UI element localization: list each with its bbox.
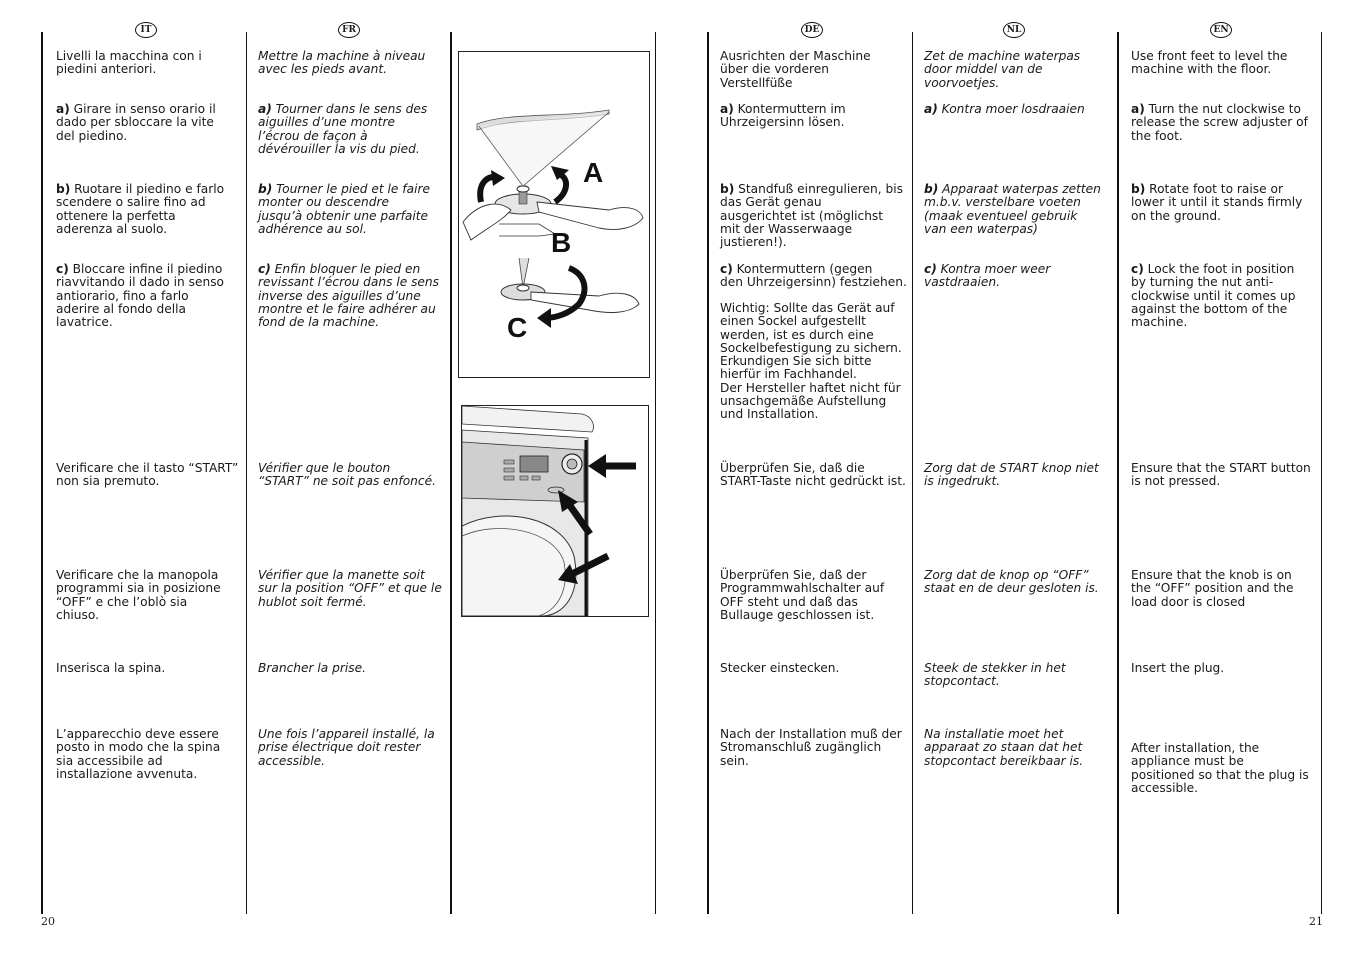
page-number-left: 20 (41, 915, 55, 928)
lang-badge-fr: FR (338, 22, 360, 38)
lang-badge-it: IT (135, 22, 157, 38)
label-a: A (583, 157, 604, 188)
de-step-c: c) Kontermuttern (gegen den Uhrzeigersinn) festziehen. (720, 262, 907, 290)
nl-step-c: c) Kontra moer weer vastdraaien. (924, 262, 1051, 290)
en-plug: Insert the plug. (1131, 661, 1225, 675)
de-access: Nach der Installation muß der Stromanschluß zugänglich sein. (720, 727, 902, 768)
nl-step-b: b) Apparaat waterpas zetten m.b.v. verstelbare voeten (maak eventueel gebruik van een waterpas) (924, 182, 1101, 236)
it-step-a: a) Girare in senso orario il dado per sbloccare la vite del piedino. (56, 102, 216, 143)
en-step-a: a) Turn the nut clockwise to release the screw adjuster of the foot. (1131, 102, 1308, 143)
column-rule (707, 32, 709, 914)
label-c: C (507, 312, 528, 343)
en-step-b: b) Rotate foot to raise or lower it until it stands firmly on the ground. (1131, 182, 1303, 223)
it-step-b: b) Ruotare il piedino e farlo scendere o salire fino ad ottenere la perfetta aderenza al suolo. (56, 182, 225, 236)
de-knob: Überprüfen Sie, daß der Programmwahlschalter auf OFF steht und daß das Bullauge geschlossen ist. (720, 568, 885, 622)
leveling-foot-illustration (458, 51, 650, 378)
en-start: Ensure that the START button is not pressed. (1131, 461, 1311, 489)
fr-start: Vérifier que le bouton “START” ne soit pas enfoncé. (258, 461, 436, 489)
column-rule (1117, 32, 1119, 914)
it-step-c: c) Bloccare infine il piedino riavvitando il dado in senso antiorario, fino a farlo aderire al fondo della lavatrice. (56, 262, 224, 330)
column-rule (41, 32, 43, 914)
de-start: Überprüfen Sie, daß die START-Taste nicht gedrückt ist. (720, 461, 906, 489)
column-rule (655, 32, 656, 914)
nl-step-a: a) Kontra moer losdraaien (924, 102, 1085, 116)
fr-access: Une fois l’appareil installé, la prise électrique doit rester accessible. (258, 727, 435, 768)
nl-knob: Zorg dat de knop op “OFF” staat en de deur gesloten is. (924, 568, 1099, 596)
fr-step-b: b) Tourner le pied et le faire monter ou descendre jusqu’à obtenir une parfaite adhérence au sol. (258, 182, 430, 236)
label-b: B (551, 227, 572, 258)
nl-access: Na installatie moet het apparaat zo staan dat het stopcontact bereikbaar is. (924, 727, 1084, 768)
lang-badge-nl: NL (1003, 22, 1025, 38)
column-rule (1321, 32, 1322, 914)
leveling-foot-drawing (459, 52, 649, 377)
de-step-a: a) Kontermuttern im Uhrzeigersinn lösen. (720, 102, 846, 130)
machine-front-illustration (461, 405, 649, 617)
fr-step-a: a) Tourner dans le sens des aiguilles d’une montre l’écrou de façon à dévérouiller la vis du pied. (258, 102, 428, 156)
de-note: Wichtig: Sollte das Gerät auf einen Sockel aufgestellt werden, ist es durch eine Sockelbefestigung zu sichern. Erkundigen Sie sich bitte hierfür im Fachhandel. Der Hersteller haftet nicht für unsachgemäße Aufstellung und Installation. (720, 301, 902, 422)
fr-knob: Vérifier que la manette soit sur la position “OFF” et que le hublot soit fermé. (258, 568, 442, 609)
column-rule (450, 32, 452, 914)
lang-badge-en: EN (1210, 22, 1232, 38)
it-level: Livelli la macchina con i piedini anteriori. (56, 49, 202, 77)
de-step-b: b) Standfuß einregulieren, bis das Gerät genau ausgerichtet ist (möglichst mit der Wasserwaage justieren!). (720, 182, 903, 250)
page-number-right: 21 (1309, 915, 1323, 928)
fr-plug: Brancher la prise. (258, 661, 366, 675)
it-access: L’apparecchio deve essere posto in modo che la spina sia accessibile ad installazione avvenuta. (56, 727, 221, 781)
it-knob: Verificare che la manopola programmi sia in posizione “OFF” e che l’oblò sia chiuso. (56, 568, 221, 622)
en-knob: Ensure that the knob is on the “OFF” position and the load door is closed (1131, 568, 1294, 609)
column-rule (912, 32, 913, 914)
nl-level: Zet de machine waterpas door middel van de voorvoetjes. (924, 49, 1081, 90)
nl-start: Zorg dat de START knop niet is ingedrukt. (924, 461, 1099, 489)
de-level: Ausrichten der Maschine über die vorderen Verstellfüße (720, 49, 871, 90)
it-start: Verificare che il tasto “START” non sia premuto. (56, 461, 239, 489)
fr-level: Mettre la machine à niveau avec les pieds avant. (258, 49, 426, 77)
it-plug: Inserisca la spina. (56, 661, 166, 675)
en-step-c: c) Lock the foot in position by turning the nut anti- clockwise until it comes up against the bottom of the machine. (1131, 262, 1296, 330)
column-rule (246, 32, 247, 914)
en-access: After installation, the appliance must be positioned so that the plug is accessible. (1131, 741, 1309, 795)
en-level: Use front feet to level the machine with the floor. (1131, 49, 1288, 77)
fr-step-c: c) Enfin bloquer le pied en revissant l’écrou dans le sens inverse des aiguilles d’une montre et le faire adhérer au fond de la machine. (258, 262, 440, 330)
nl-plug: Steek de stekker in het stopcontact. (924, 661, 1066, 689)
de-plug: Stecker einstecken. (720, 661, 840, 675)
lang-badge-de: DE (801, 22, 823, 38)
machine-front-drawing (462, 406, 648, 616)
